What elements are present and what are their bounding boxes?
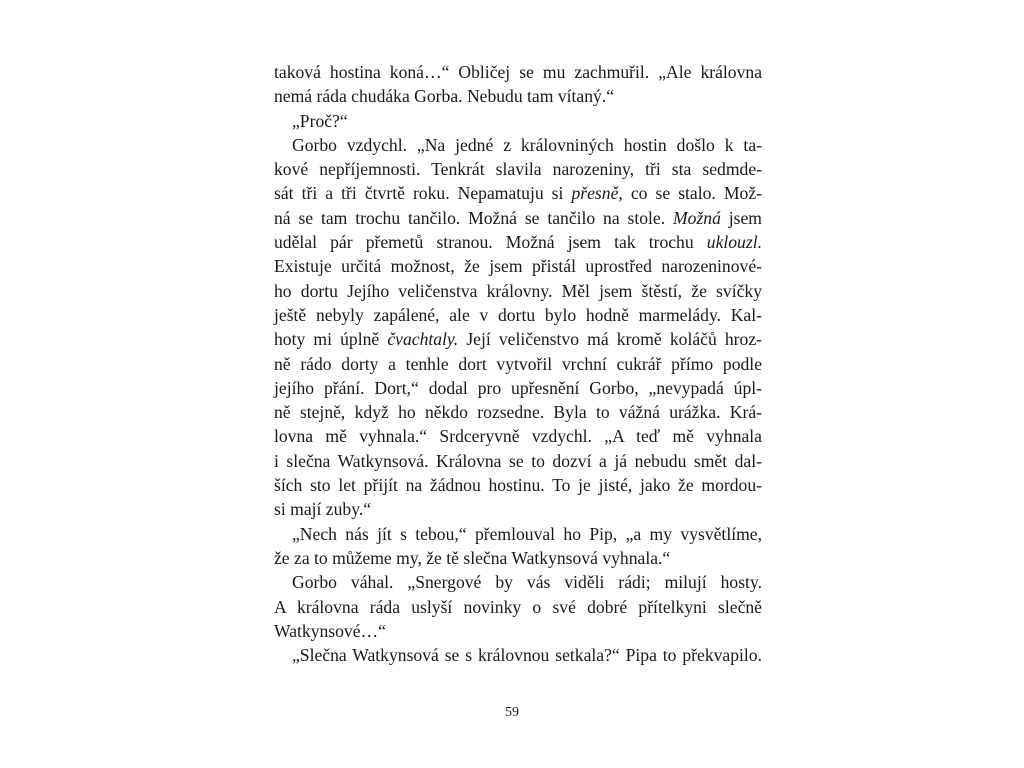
text-run: ších sto let přijít na žádnou hostinu. To je jisté, jako že mordou- (274, 475, 762, 496)
text-run: Existuje určitá možnost, že jsem přistál uprostřed narozeninové- (274, 256, 762, 277)
text-line (274, 570, 762, 594)
text-line (274, 157, 762, 181)
text-run: lovna mě vyhnala.“ Srdceryvně vzdychl. „A teď mě vyhnala (274, 426, 762, 447)
text-line (274, 109, 762, 133)
text-line (274, 522, 762, 546)
text-line (274, 181, 762, 205)
text-run: ho dortu Jejího veličenstva královny. Měl jsem štěstí, že svíčky (274, 280, 762, 301)
text-run: Gorbo vzdychl. „Na jedné z královniných hostin došlo k ta- (292, 134, 762, 155)
text-line (274, 497, 762, 521)
text-run: „Proč?“ (292, 110, 348, 131)
text-run: udělal pár přemetů stranou. Možná jsem tak trochu (274, 232, 707, 253)
text-run: sát tři a tři čtvrtě roku. Nepamatuju si (274, 183, 572, 204)
text-line (274, 254, 762, 278)
text-line (274, 400, 762, 424)
text-run: A královna ráda uslyší novinky o své dobré přítelkyni slečně (274, 596, 762, 617)
text-run: Gorbo váhal. „Snergové by vás viděli rádi; milují hosty. (292, 572, 762, 593)
italic-text: uklouzl. (706, 232, 762, 253)
text-run: , co se stalo. Mož- (618, 183, 762, 204)
italic-text: čvachtaly. (387, 329, 459, 350)
text-run: si mají zuby.“ (274, 499, 372, 520)
text-line (274, 449, 762, 473)
text-line (274, 352, 762, 376)
text-run: nemá ráda chudáka Gorba. Nebudu tam vítaný.“ (274, 86, 615, 107)
text-line (274, 60, 762, 84)
italic-text: Možná (673, 207, 721, 228)
text-run: ně rádo dorty a tenhle dort vytvořil vrchní cukrář přímo podle (274, 353, 762, 374)
text-run: taková hostina koná…“ Obličej se mu zachmuřil. „Ale královna (274, 62, 762, 82)
text-run: Její veličenstvo má kromě koláčů hroz- (458, 329, 762, 350)
text-line (274, 84, 762, 108)
text-run: hoty mi úplně (274, 329, 388, 350)
text-run: jejího přání. Dort,“ dodal pro upřesnění Gorbo, „nevypadá úpl- (274, 377, 762, 398)
text-run: „Nech nás jít s tebou,“ přemlouval ho Pip, „a my vysvětlíme, (292, 523, 762, 544)
italic-text: přesně (571, 183, 619, 204)
text-line (274, 619, 762, 643)
text-line (274, 376, 762, 400)
text-line (274, 206, 762, 230)
text-run: i slečna Watkynsová. Královna se to dozví a já nebudu smět dal- (274, 450, 762, 471)
text-run: ně stejně, když ho někdo rozsedne. Byla to vážná urážka. Krá- (274, 402, 762, 423)
text-line (274, 327, 762, 351)
text-line (274, 546, 762, 570)
text-line (274, 643, 762, 667)
text-line (274, 133, 762, 157)
text-run: jsem (720, 207, 762, 228)
text-run: že za to můžeme my, že tě slečna Watkynsová vyhnala.“ (274, 547, 671, 568)
text-run: ještě nebyly zapálené, ale v dortu bylo hodně marmelády. Kal- (274, 304, 762, 325)
text-line (274, 230, 762, 254)
text-line (274, 303, 762, 327)
text-line (274, 473, 762, 497)
text-line (274, 279, 762, 303)
book-page-text (274, 60, 762, 667)
page-number: 59 (505, 705, 519, 720)
text-run: Watkynsové…“ (274, 620, 386, 641)
text-run: ná se tam trochu tančilo. Možná se tančilo na stole. (274, 207, 673, 228)
text-line (274, 595, 762, 619)
text-run: „Slečna Watkynsová se s královnou setkala?“ Pipa to překvapilo. (292, 645, 762, 666)
text-line (274, 424, 762, 448)
text-run: kové nepříjemnosti. Tenkrát slavila narozeniny, tři sta sedmde- (274, 159, 762, 180)
